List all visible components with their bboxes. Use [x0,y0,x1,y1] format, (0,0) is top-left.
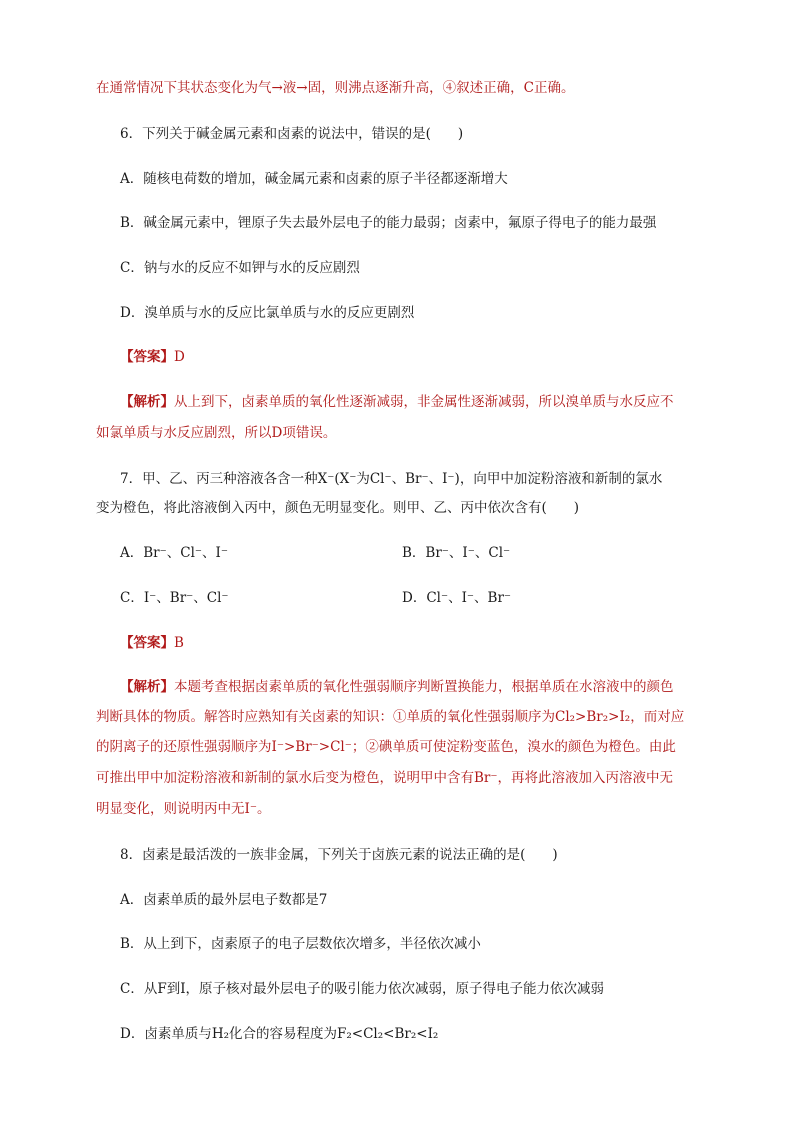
q7-stem-line1: 7．甲、乙、丙三种溶液各含一种X⁻(X⁻为Cl⁻、Br⁻、I⁻)，向甲中加淀粉溶液和新制的氯水 [120,471,663,487]
q7-option-a: A．Br⁻、Cl⁻、I⁻ [120,545,228,561]
q7-analysis-line2: 判断具体的物质。解答时应熟知有关卤素的知识：①单质的氧化性强弱顺序为Cl₂>Br₂>I₂，而对应 [96,709,685,725]
q6-analysis-line1 [120,393,674,411]
q8-option-b: B．从上到下，卤素原子的电子层数依次增多，半径依次减小 [120,936,481,952]
intro-line: 在通常情况下其状态变化为气→液→固，则沸点逐渐升高，④叙述正确，C正确。 [96,80,575,96]
q7-analysis-line1 [120,678,674,696]
q7-answer [120,634,184,652]
q8-option-c: C．从F到I，原子核对最外层电子的吸引能力依次减弱，原子得电子能力依次减弱 [120,981,605,997]
answer-tag: 【答案】 [120,635,174,651]
q8-option-a: A．卤素单质的最外层电子数都是7 [120,892,328,908]
q6-option-c: C．钠与水的反应不如钾与水的反应剧烈 [120,260,360,276]
q7-option-c: C．I⁻、Br⁻、Cl⁻ [120,590,229,606]
q7-option-d: D．Cl⁻、I⁻、Br⁻ [402,590,512,606]
q7-stem-line2: 变为橙色，将此溶液倒入丙中，颜色无明显变化。则甲、乙、丙中依次含有( ) [96,500,580,516]
q6-stem: 6．下列关于碱金属元素和卤素的说法中，错误的是( ) [120,126,464,142]
q6-option-d: D．溴单质与水的反应比氯单质与水的反应更剧烈 [120,305,415,321]
q6-option-b: B．碱金属元素中，锂原子失去最外层电子的能力最弱；卤素中，氟原子得电子的能力最强 [120,215,657,231]
analysis-text: 从上到下，卤素单质的氧化性逐渐减弱，非金属性逐渐减弱，所以溴单质与水反应不 [174,394,674,410]
answer-tag: 【答案】 [120,349,174,365]
q7-analysis-line5: 明显变化，则说明丙中无I⁻。 [96,801,271,817]
q6-answer [120,348,185,366]
q7-analysis-line3: 的阴离子的还原性强弱顺序为I⁻>Br⁻>Cl⁻；②碘单质可使淀粉变蓝色，溴水的颜色为橙色。由此 [96,739,676,755]
q7-option-b: B．Br⁻、I⁻、Cl⁻ [402,545,511,561]
q6-option-a: A．随核电荷数的增加，碱金属元素和卤素的原子半径都逐渐增大 [120,171,508,187]
answer-value: B [174,635,184,651]
analysis-tag: 【解析】 [120,394,174,410]
analysis-tag: 【解析】 [120,679,174,695]
analysis-text: 本题考查根据卤素单质的氧化性强弱顺序判断置换能力，根据单质在水溶液中的颜色 [174,679,674,695]
q8-stem: 8．卤素是最活泼的一族非金属，下列关于卤族元素的说法正确的是( ) [120,847,558,863]
q7-analysis-line4: 可推出甲中加淀粉溶液和新制的氯水后变为橙色，说明甲中含有Br⁻，再将此溶液加入丙溶液中无 [96,770,673,786]
q8-option-d: D．卤素单质与H₂化合的容易程度为F₂<Cl₂<Br₂<I₂ [120,1026,439,1042]
answer-value: D [174,349,185,365]
q6-analysis-line2: 如氯单质与水反应剧烈，所以D项错误。 [96,425,337,441]
